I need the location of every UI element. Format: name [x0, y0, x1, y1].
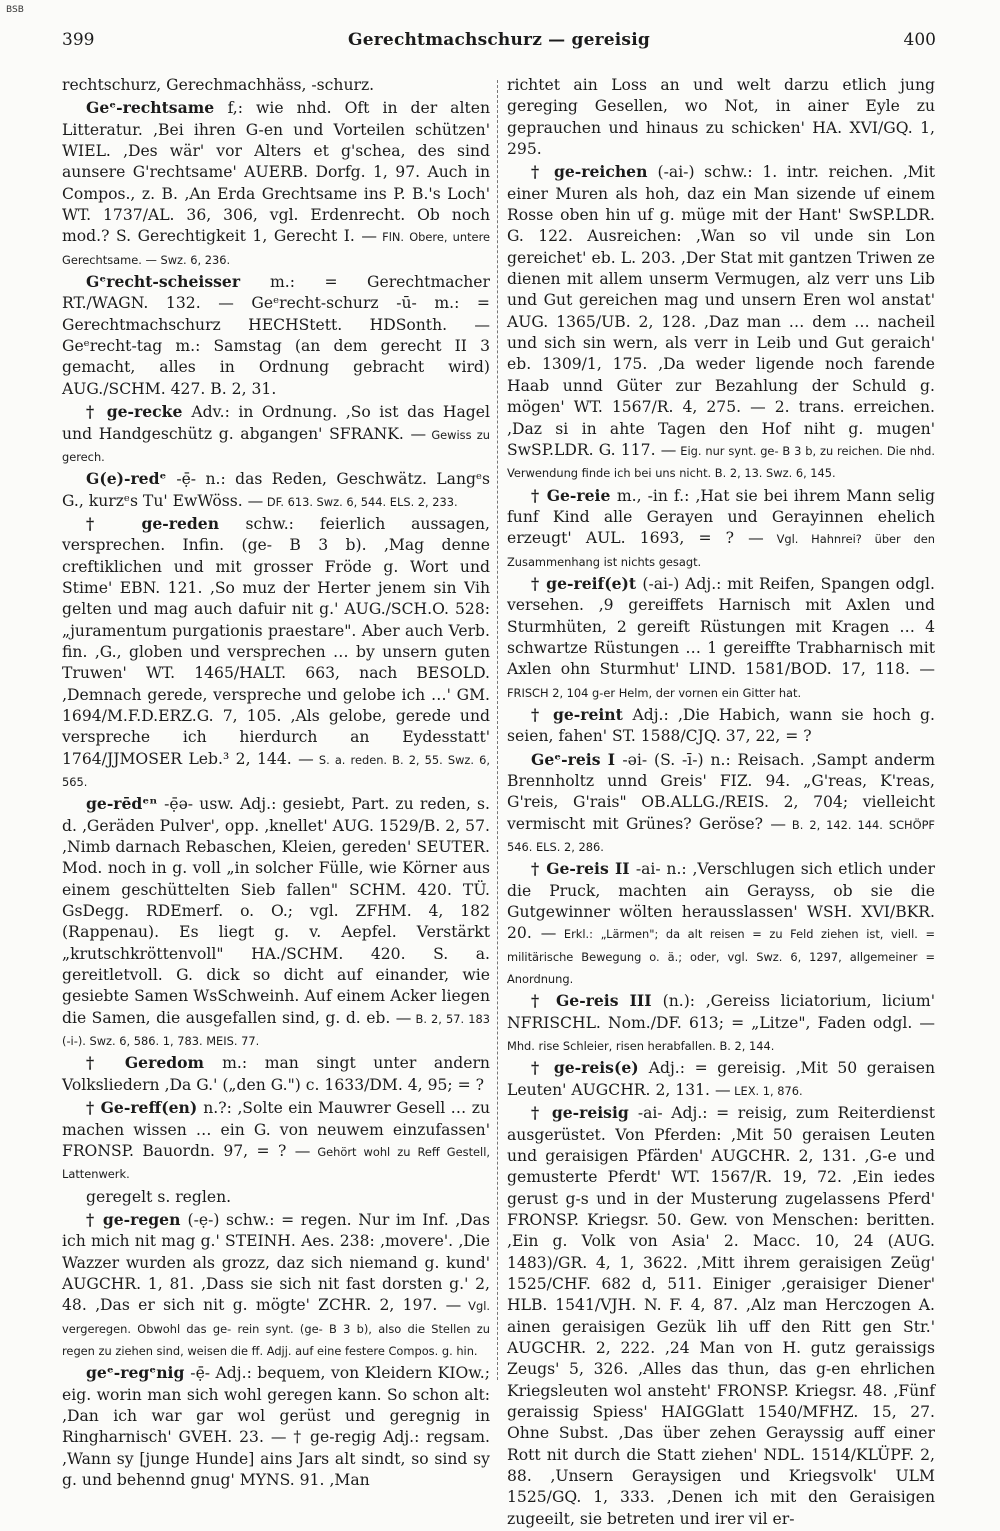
- entry-text: geregelt s. reglen.: [86, 1187, 232, 1206]
- entry-headword: G(e)-redᵉ: [86, 469, 177, 489]
- entry-headword: † ge-recke: [86, 402, 192, 422]
- page-number-left: 399: [62, 30, 95, 50]
- page-number-right: 400: [903, 30, 936, 50]
- entry-headword: † Ge-reie: [531, 485, 617, 505]
- entry-headword: † ge-reis(e): [531, 1058, 649, 1078]
- entry-reference: FRISCH 2, 104 g-er Helm, der vornen ein Gitter hat.: [507, 685, 802, 700]
- entry-text: -ẹ̄ə- usw. Adj.: gesiebt, Part. zu reden, s. d. ‚Geräden Pulver', opp. ‚knellet' AUG. 1529/B. 2, 57. ‚Nimb darnach Rebaschen, Kleien, gereden' SEUTER. Mod. noch in g. voll „in solcher Fülle, wie Körner aus einem geschüttelten Sieb fallen" SCHM. 420. TÜ. GsDegg. RDEmerf. o. O.; vgl. ZFHM. 4, 182 (Rappenau). Es liegt g. v. Aepfel. Verstärkt „krutschkröttenvoll" HA./SCHM. 420. S. a. gereitletvoll. G. dick so dicht auf einander, wie gesiebte Samen WsSchweinh. Auf einem Acker liegen die Samen, die ausgefallen sind, g. d. eb. —: [62, 795, 490, 1027]
- entry-headword: Geᵉ-rechtsame: [86, 98, 228, 118]
- left-column: [62, 74, 491, 1489]
- entry-text: (-ai-) schw.: 1. intr. reichen. ‚Mit einer Muren als hoh, daz ein Man sizende uf einem Rosse oben hin uf g. müge mit der Hant' SwSP.LDR. G. 122. Ausreichen: ‚Wan so vil unde sin Lon gereichet' eb. L. 203. ‚Der Stat mit gantzen Triwen ze dienen mit allem unserm Vermugen, alz verr uns Lib und Gut gereichen mag und unsern Eren wol anstat' AUG. 1365/UB. 2, 128. ‚Daz man … dem … nacheil und sich sin wern, als verr in Leib und Gut geraich' eb. 1309/1, 175. ‚Da weder ligende noch farende Haab unnd Güter zur Bezahlung der Schuld g. mögen' WT. 1567/R. 4, 275. — 2. trans. erreichen. ‚Daz si in ahte Tagen den Hof niht g. mugen' SwSP.LDR. G. 117. —: [507, 163, 935, 459]
- entry-reference: B. 2, 57. 183 (-i-). Swz. 6, 586. 1, 783. MEIS. 77.: [62, 1011, 490, 1049]
- dictionary-entry: [507, 161, 935, 484]
- dictionary-entry: [62, 97, 490, 271]
- dictionary-entry: [62, 1186, 490, 1209]
- entry-reference: B. 2, 142. 144. SCHÖPF 546. ELS. 2, 286.: [507, 817, 935, 855]
- entry-text: n.?: ‚Solte ein Mauwrer Gesell … zu machen wissen … ein G. von neuwem einzufassen' FRONSP. Bauordn. 97, = ? —: [62, 1099, 490, 1160]
- entry-text: Adv.: in Ordnung. ‚So ist das Hagel und Handgeschütz g. abgangen' SFRANK. —: [62, 403, 490, 443]
- dictionary-entry: [62, 513, 490, 793]
- entry-headword: † ge-reichen: [531, 162, 658, 182]
- dictionary-entry: [507, 990, 935, 1057]
- dictionary-entry: [62, 271, 490, 401]
- entry-text: -ai- n.: ‚Verschlugen sich etlich under die Pruck, machten ain Gerayss, ob sie die Gutgewinner wölten herausslassen' WSH. XVI/BKR. 20. —: [507, 860, 935, 943]
- entry-text: m.: man singt unter andern Volksliedern ‚Da G.' („den G.") c. 1633/DM. 4, 95; = ?: [62, 1054, 490, 1094]
- entry-text: richtet ain Loss an und welt darzu etlich jung gereging Gesellen, wo Not, in ainer Eyle zu geprauchen und hinaus zu schicken' HA. XVI/GQ. 1, 295.: [507, 76, 935, 159]
- page-title: Gerechtmachschurz — gereisig: [348, 30, 650, 50]
- dictionary-entry: [62, 74, 490, 97]
- entry-text: -ẹ̄- Adj.: bequem, von Kleidern KIOw.; eig. worin man sich wohl geregen kann. So schon alt: ‚Dan ich war gar wol gerüst und geregnig in Ringharnisch' GVEH. 23. — † ge-regig Adj.: regsam. ‚Wann sy [junge Hunde] ains Jars alt sindt, so sind sy g. und behennd gnug' MYNS. 91. ‚Man: [62, 1364, 490, 1489]
- dictionary-entry: [62, 401, 490, 468]
- entry-headword: † Geredom: [86, 1053, 223, 1073]
- dictionary-entry: [62, 793, 490, 1052]
- entry-text: Adj.: ‚Die Habich, wann sie hoch g. seien, fahen' ST. 1588/CJQ. 37, 22, = ?: [507, 705, 935, 746]
- entry-text: rechtschurz, Gerechmachhäss, -schurz.: [62, 76, 375, 94]
- dictionary-entry: [62, 468, 490, 513]
- entry-headword: † ge-reif(e)t: [531, 573, 643, 593]
- entry-text: (n.): ‚Gereiss liciatorium, licium' NFRISCHL. Nom./DF. 613; = „Litze", Faden odgl. —: [507, 992, 936, 1032]
- entry-headword: † Ge-reff(en): [86, 1098, 204, 1118]
- entry-reference: Eig. nur synt. ge- B 3 b, zu reichen. Die nhd. Verwendung finde ich bei uns nicht. B. 2, 13. Swz. 6, 145.: [507, 443, 935, 481]
- column-divider: [497, 80, 498, 1380]
- entry-text: m.: = Gerechtmacher RT./WAGN. 132. — Geᵉrecht-schurz -ū- m.: = Gerechtmachschurz HECHStett. HDSonth. — Geᵉrecht-tag m.: Samstag (an dem gerecht II 3 gemacht, alles in Ordnung gebracht wird) AUG./SCHM. 427. B. 2, 31.: [62, 273, 490, 398]
- entry-headword: † Ge-reis III: [531, 991, 663, 1011]
- running-header: [62, 30, 936, 56]
- entry-text: schw.: feierlich aussagen, versprechen. Infin. (ge- B 3 b). ‚Mag denne creftiklichen und mit grosser Fröde g. Wort und Stime' EBN. 121. ‚So muz der Herter jenem sin Vih gelten und mag auch dafuir nit g.' AUG./SCH.O. 528: „juramentum purgationis praestare". Aber auch Verb. fin. ‚G., globen und versprechen … by unsern guten Truwen' WT. 1465/HALT. 663, nach BESOLD. ‚Demnach gerede, verspreche und gelobe ich …' GM. 1694/M.F.D.ERZ.G. 7, 105. ‚Als gelobe, gerede und verspreche ich hierdurch an Eydesstatt' 1764/JJMOSER Leb.³ 2, 144. —: [62, 514, 490, 768]
- entry-headword: † ge-reisig: [531, 1103, 638, 1123]
- entry-headword: geᵉ-regᵉnig: [86, 1363, 191, 1383]
- dictionary-entry: [507, 1102, 935, 1531]
- dictionary-entry: [507, 704, 935, 749]
- dictionary-entry: [62, 1209, 490, 1362]
- entry-headword: Geᵉ-reis I: [531, 749, 623, 769]
- entry-reference: LEX. 1, 876.: [730, 1083, 803, 1098]
- right-column: [507, 74, 936, 1528]
- entry-reference: Vgl. Hahnrei? über den Zusammenhang ist nichts gesagt.: [507, 532, 935, 569]
- entry-headword: † Ge-reis II: [531, 859, 636, 879]
- dictionary-entry: [507, 485, 935, 573]
- entry-headword: ge-rēdᵉⁿ: [86, 794, 165, 814]
- entry-headword: † ge-regen: [86, 1209, 188, 1229]
- entry-text: f,: wie nhd. Oft in der alten Litteratur. ‚Bei ihren G-en und Vorteilen schützen' WIEL. ‚Des wär' vor Alters et g'schea, des sind aunsere G'rechtsame' AUERB. Dorfg. 1, 97. Auch in Compos., z. B. ‚An Erda Grechtsame ins P. B.'s Loch' WT. 1737/AL. 36, 306, vgl. Erdenrecht. Ob noch mod.? S. Gerechtigkeit 1, Gerecht I. —: [62, 99, 490, 246]
- entry-reference: DF. 613. Swz. 6, 544. ELS. 2, 233.: [263, 494, 458, 509]
- dictionary-entry: [507, 749, 935, 859]
- entry-text: -ẹ̄- n.: das Reden, Geschwätz. Langᵉs G., kurzᵉs Tu' EwWöss. —: [62, 470, 491, 510]
- dictionary-entry: [507, 74, 935, 161]
- dictionary-entry: [507, 573, 935, 704]
- entry-text: -ai- Adj.: = reisig, zum Reiterdienst ausgerüstet. Von Pferden: ‚Mit 50 geraisen Leuten und geraisigen Pfärden' AUGCHR. 2, 131. ‚G-e und gemusterte Pferdt' WT. 1567/R. 19, 72. ‚Ein iedes gerust g-s und in der Musterung zugelassens Pferd' FRONSP. Kriegsr. 50. Gew. von Menschen: beritten. ‚Ein g. Volk von Asia' 2. Macc. 10, 24 (AUG. 1483)/GR. 4, 1, 3622. ‚Mitt ihrem geraisigen Zeüg' 1525/CHF. 682 d, 511. Einiger ‚geraisiger Diener' HLB. 1541/VJH. N. F. 4, 87. ‚Alz man Herczogen A. ainen geraisigen Gezük lih uff den Ritt gen Str.' AUGCHR. 2, 222. ‚24 Man von H. gutz geraissigs Zeugs' 5, 326. ‚Alles das thun, das g-en ehrlichen Kriegsleuten wol ansteht' FRONSP. Kriegsr. 48. ‚Fünf geraissig Spiess' HAIGGlatt 1540/MFHZ. 15, 27. Ohne Subst. ‚Das über zehen Gerayssig auff einer Rott nit durch die Statt ziehen' NDL. 1514/KLÜPF. 2, 88. ‚Unsern Geraysigen und Kriegsvolk' ULM 1525/GQ. 1, 333. ‚Denen ich mit den Geraisigen zugeeilt, sie betreten und irer vil er-: [507, 1104, 935, 1528]
- entry-headword: Gᵉrecht-scheisser: [86, 272, 270, 292]
- dictionary-entry: [507, 858, 935, 990]
- entry-reference: FlN. Obere, untere Gerechtsame. — Swz. 6, 236.: [62, 230, 491, 267]
- entry-reference: Mhd. rise Schleier, risen herabfallen. B. 2, 144.: [507, 1039, 775, 1054]
- dictionary-entry: [62, 1362, 490, 1492]
- entry-headword: † ge-reint: [531, 704, 633, 724]
- dictionary-entry: [62, 1097, 490, 1185]
- entry-text: (-ai-) Adj.: mit Reifen, Spangen odgl. versehen. ‚9 gereiffets Harnisch mit Axlen und Sturmhüten, 2 gereift Rüstungen mit Kragen … 4 schwartze Rüstungen … 1 gereiffte Trabharnisch mit Axlen ohn Sturmhut' LIND. 1581/BOD. 17, 118. —: [507, 574, 935, 679]
- dictionary-entry: [62, 1052, 490, 1097]
- dictionary-entry: [507, 1057, 935, 1102]
- entry-reference: S. a. reden. B. 2, 55. Swz. 6, 565.: [62, 752, 491, 789]
- entry-reference: Gehört wohl zu Reff Gestell, Lattenwerk.: [62, 1144, 490, 1182]
- entry-reference: Vgl. vergeregen. Obwohl das ge- rein synt. (ge- B 3 b), also die Stellen zu regen zu ziehen sind, weisen die ff. Adjj. auf eine festere Compos. g. hin.: [62, 1299, 490, 1358]
- entry-reference: Gewiss zu gerech.: [62, 427, 491, 464]
- entry-text: m., -in f.: ‚Hat sie bei ihrem Mann selig funf Kind alle Gerayen und Gerayinnen ehelich erzeugt' AUL. 1693, = ? —: [507, 486, 935, 548]
- entry-text: -əi- (S. -ī-) n.: Reisach. ‚Sampt anderm Brennholtz unnd Greis' FIZ. 94. „G'reas, K'reas, G'reis, G'rais" OB.ALLG./REIS. 2, 704; vielleicht vermischt mit Grünes? Geröse? —: [507, 750, 935, 833]
- entry-reference: Erkl.: „Lärmen"; da alt reisen = zu Feld ziehen ist, viell. = militärische Bewegung o. ä.; oder, vgl. Swz. 6, 1297, allgemeiner = Anordnung.: [507, 927, 936, 987]
- entry-text: (-ẹ-) schw.: = regen. Nur im Inf. ‚Das ich mich nit mag g.' STEINH. Aes. 238: ‚movere'. ‚Die Wazzer wurden als grozz, daz sich niemand g. kund' AUGCHR. 1, 81. ‚Dass sie sich nit fast dorsten g.' 2, 48. ‚Das er sich nit g. mögte' ZCHR. 2, 197. —: [62, 1210, 490, 1315]
- library-stamp: BSB: [6, 5, 24, 15]
- entry-headword: † ge-reden: [86, 513, 246, 533]
- entry-text: Adj.: = gereisig. ‚Mit 50 geraisen Leuten' AUGCHR. 2, 131. —: [507, 1059, 935, 1099]
